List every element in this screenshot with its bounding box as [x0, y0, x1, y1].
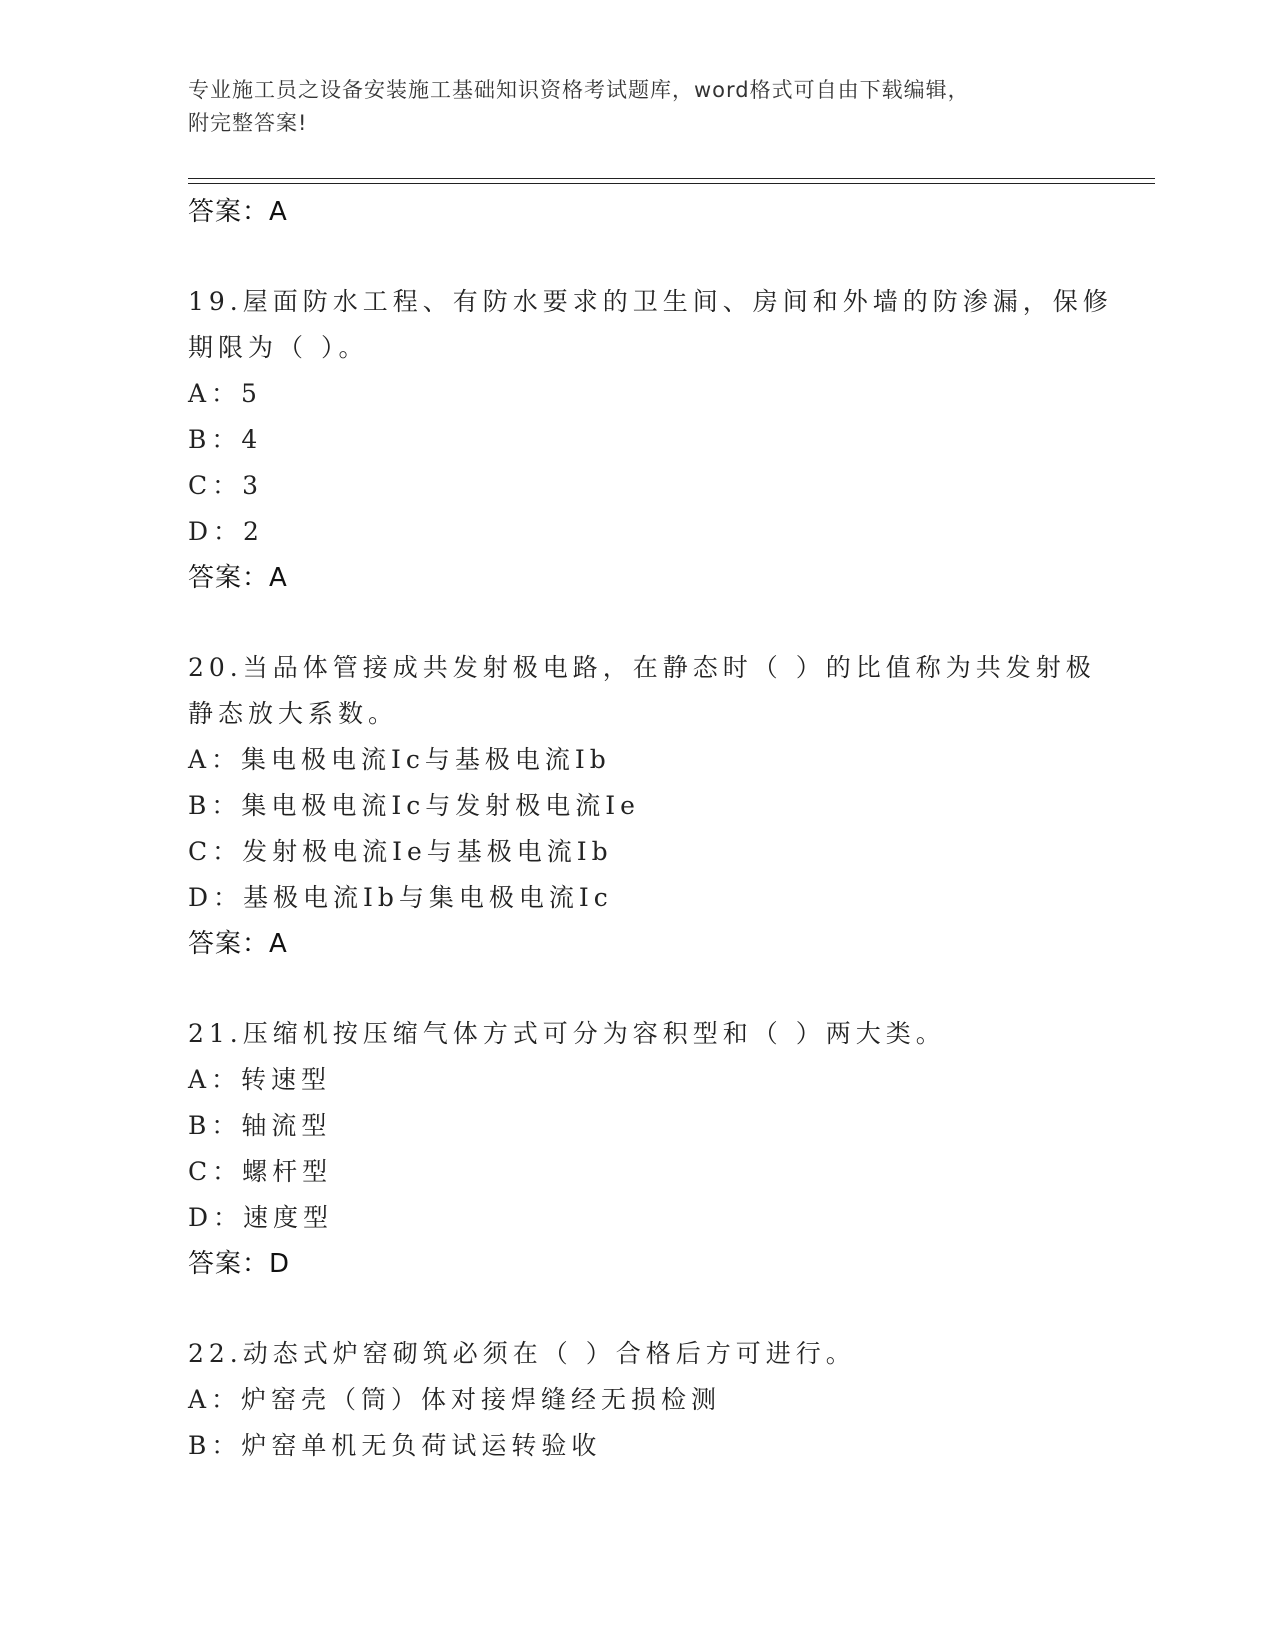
option-d: D：基极电流Ib与集电极电流Ic [188, 883, 613, 912]
document-header [188, 74, 1068, 140]
option-c: C：螺杆型 [188, 1157, 333, 1186]
question-22 [188, 1331, 1088, 1469]
answer-line: 答案：A [188, 197, 288, 227]
answer-line: 答案：A [188, 563, 288, 593]
spacer [188, 235, 1088, 279]
option-b: B：轴流型 [188, 1111, 332, 1140]
question-stem: 21.压缩机按压缩气体方式可分为容积型和（ ）两大类。 [188, 1019, 946, 1048]
option-a: A：5 [188, 379, 262, 408]
option-d: D：速度型 [188, 1203, 334, 1232]
option-a: A：转速型 [188, 1065, 332, 1094]
spacer [188, 601, 1088, 645]
question-stem-continued: 静态放大系数。 [188, 699, 399, 728]
option-c: C：3 [188, 471, 264, 500]
header-divider-top [188, 178, 1155, 179]
header-line-2: 附完整答案! [188, 111, 308, 135]
question-stem-continued: 期限为（ ）。 [188, 333, 369, 362]
question-stem: 20.当品体管接成共发射极电路，在静态时（ ）的比值称为共发射极 [188, 653, 1096, 682]
answer-line: 答案：D [188, 1249, 291, 1279]
option-b: B：集电极电流Ic与发射极电流Ie [188, 791, 640, 820]
question-19 [188, 279, 1113, 601]
question-20 [188, 645, 1096, 967]
spacer [188, 1287, 1088, 1331]
spacer [188, 967, 1088, 1011]
option-b: B：4 [188, 425, 263, 454]
option-c: C：发射极电流Ie与基极电流Ib [188, 837, 613, 866]
option-b: B：炉窑单机无负荷试运转验收 [188, 1431, 602, 1460]
option-a: A：集电极电流Ic与基极电流Ib [188, 745, 611, 774]
answer-line: 答案：A [188, 929, 288, 959]
header-line-1: 专业施工员之设备安装施工基础知识资格考试题库，word格式可自由下载编辑， [188, 78, 970, 102]
option-d: D：2 [188, 517, 264, 546]
header-divider-bottom [188, 183, 1155, 184]
question-stem: 22.动态式炉窑砌筑必须在（ ）合格后方可进行。 [188, 1339, 856, 1368]
document-body [188, 189, 1113, 1469]
option-a: A：炉窑壳（筒）体对接焊缝经无损检测 [188, 1385, 722, 1414]
question-21 [188, 1011, 1088, 1287]
question-stem: 19.屋面防水工程、有防水要求的卫生间、房间和外墙的防渗漏，保修 [188, 287, 1113, 316]
